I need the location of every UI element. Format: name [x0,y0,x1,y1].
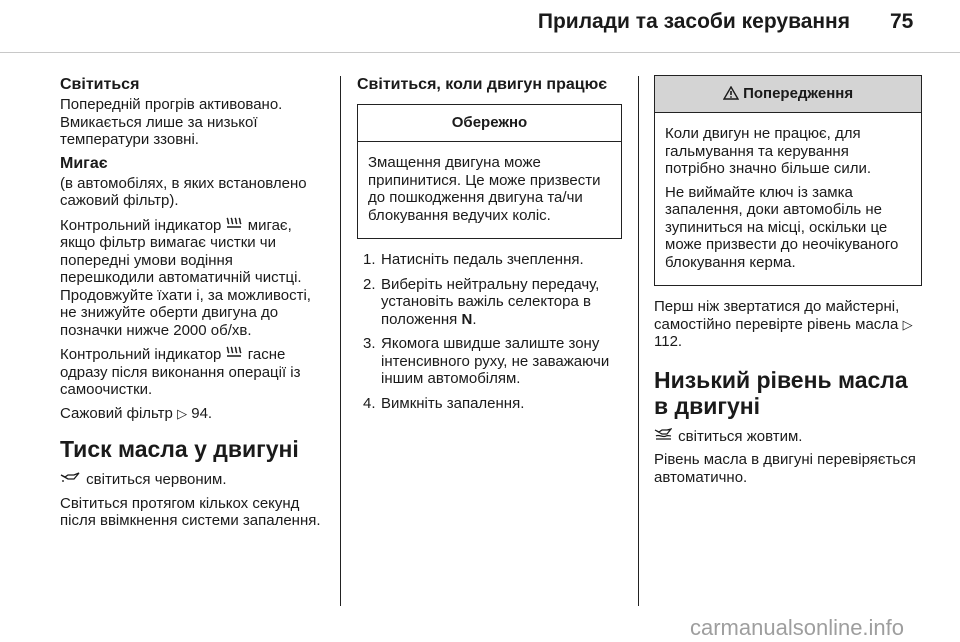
list-item [357,335,622,388]
header-title: Прилади та засоби керування [537,10,850,33]
oil-level-icon [654,427,672,445]
section-heading-lit: Світиться [60,76,140,93]
page-number: 75 [890,10,914,33]
watermark: carmanualsonline.info [690,615,905,640]
column-middle [357,64,622,419]
column-right [654,64,922,492]
text-span: Контрольний індикатор [60,346,222,363]
paragraph: (в автомобілях, в яких встановлено сажовий фільтр). [60,174,307,209]
caution-box [357,104,622,239]
header-divider [0,52,960,53]
section-title-oil-pressure: Тиск масла у двигуні [60,436,299,462]
list-number: 4. [363,394,376,412]
column-divider [638,76,639,606]
paragraph [60,405,330,423]
caution-heading: Обережно [358,105,621,142]
glow-plug-icon [226,216,242,234]
warning-header [655,76,921,113]
warning-text: Не виймайте ключ із замка запалення, доки автомобіль не зупиниться на місці, оскільки це може призвести до неочікуваного блокування керма. [665,183,899,271]
page-reference-icon: ▷ [902,316,913,332]
section-heading-engine-running: Світиться, коли двигун працює [357,76,608,93]
text-span: світиться червоним. [86,471,227,488]
list-number: 2. [363,275,376,293]
list-text: Якомога швидше залиште зону інтенсивного руху, не заважаючи іншим автомобілям. [381,335,610,387]
text-span: мигає, якщо фільтр вимагає чистки чи попередні умови водіння перешкодили автоматичній чистці. Продовжуйте їхати і, за можливості, не знижуйте оберти двигуна до позначки нижче 2000 об/хв. [60,216,311,339]
warning-text: Коли двигун не працює, для гальмування та керування потрібно значно більше сили. [665,125,872,177]
section-title-low-oil: Низький рівень масла в двигуні [654,366,908,419]
text-span: світиться жовтим. [678,427,803,445]
list-item [357,395,622,413]
text-span: Перш ніж звертатися до майстерні, самостійно перевірте рівень масла [654,298,900,333]
paragraph: Світиться протягом кількох секунд після ввімкнення системи запалення. [60,494,321,529]
list-text: Натисніть педаль зчеплення. [381,251,584,268]
text-span: 94. [191,404,213,422]
text-span: Сажовий фільтр [60,404,173,422]
list-number: 3. [363,335,376,352]
paragraph: Попередній прогрів активовано. Вмикається лише за низької температури ззовні. [60,96,283,148]
list-item [357,251,622,269]
oil-can-icon [60,470,80,488]
text-span: 112. [654,333,683,350]
list-item [357,276,622,329]
paragraph [60,216,330,340]
list-number: 1. [363,251,376,268]
warning-heading: Попередження [743,85,854,102]
text-span: Контрольний індикатор [60,216,222,234]
gear-position: N [461,310,473,328]
paragraph [60,470,330,489]
column-divider [340,76,341,606]
column-left [60,64,330,536]
list-text: Виберіть нейтральну передачу, установіть важіль селектора в положення [381,275,600,328]
caution-text: Змащення двигуна може припинитися. Це може призвести до пошкодження двигуна та/чи блокування ведучих коліс. [368,154,601,224]
section-heading-flashing: Мигає [60,154,108,172]
paragraph [654,298,922,351]
paragraph: Рівень масла в двигуні перевіряється автоматично. [654,451,916,486]
text-span: гасне одразу після виконання операції із самоочистки. [60,346,301,398]
steps-list [357,251,622,412]
page-reference-icon: ▷ [177,405,188,421]
list-text: Вимкніть запалення. [381,394,525,412]
text-span: . [472,310,477,328]
warning-triangle-icon [723,85,743,102]
paragraph [60,345,330,399]
glow-plug-icon [226,345,242,363]
paragraph [654,427,922,446]
warning-box [654,75,922,286]
